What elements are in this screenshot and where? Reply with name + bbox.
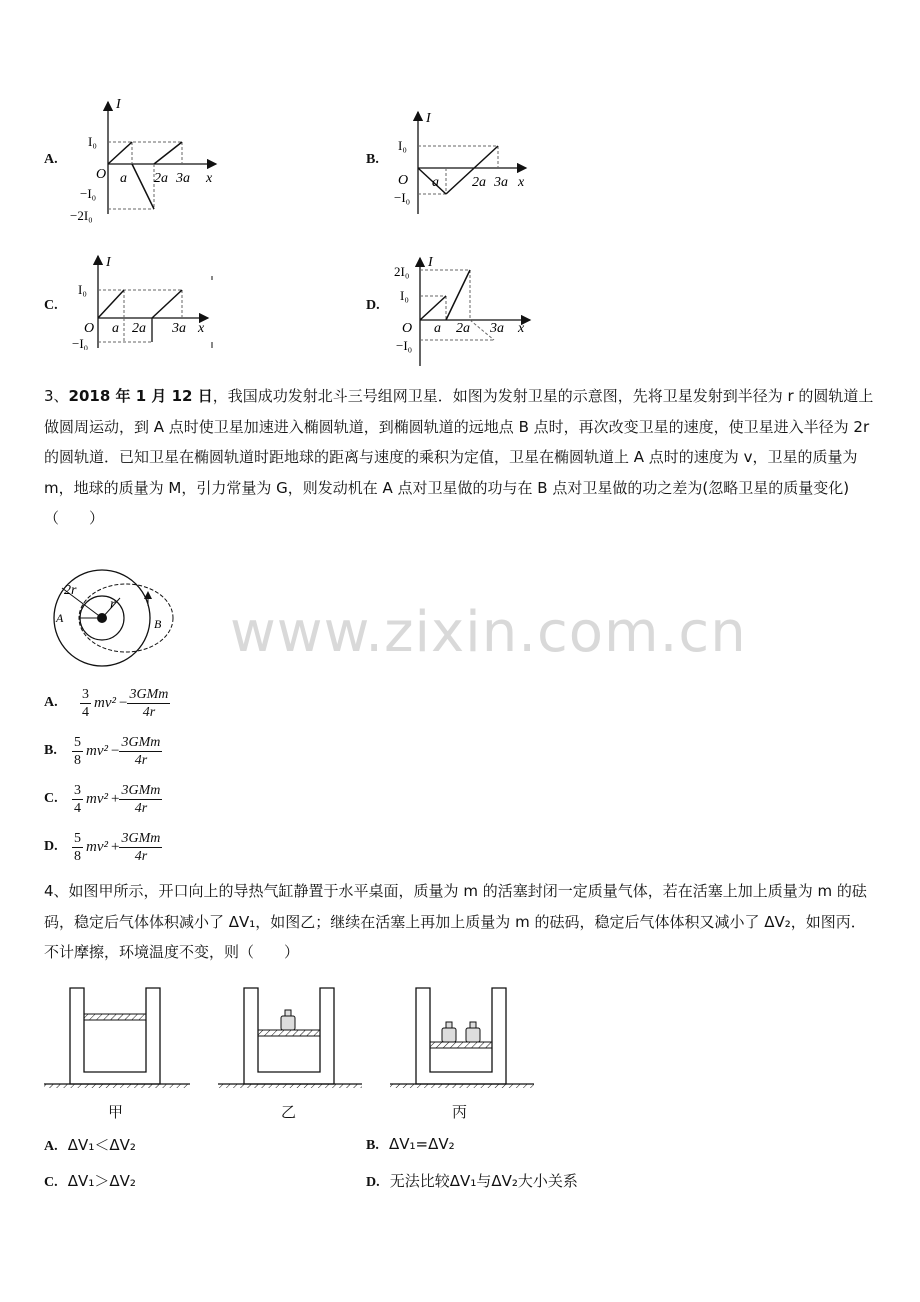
svg-text:3a: 3a bbox=[490, 321, 504, 336]
q3-date: 2018 年 1 月 12 日 bbox=[68, 387, 213, 405]
svg-text:−2I₀: −2I₀ bbox=[70, 208, 93, 223]
svg-text:O: O bbox=[84, 321, 95, 336]
svg-text:x: x bbox=[518, 175, 525, 190]
watermark: www.zixin.com.cn bbox=[230, 600, 747, 665]
q3-option-c[interactable]: C. $\frac{3}{4}$ mv² + $\frac{\text{3GMm}}{4r}$ bbox=[44, 782, 161, 816]
q3-option-d[interactable]: D. $\frac{5}{8}$ mv² + $\frac{\text{3GMm}}{4r}$ bbox=[44, 830, 161, 864]
svg-text:I₀: I₀ bbox=[400, 288, 409, 303]
q3-orbit-figure bbox=[40, 566, 180, 672]
svg-text:−I₀: −I₀ bbox=[396, 338, 413, 353]
svg-text:I₀: I₀ bbox=[88, 134, 97, 149]
svg-text:x: x bbox=[198, 321, 205, 336]
q4-option-a[interactable]: A. ΔV₁＜ΔV₂ bbox=[44, 1136, 136, 1154]
svg-text:A: A bbox=[56, 611, 64, 625]
svg-text:O: O bbox=[398, 173, 409, 188]
svg-text:I₀: I₀ bbox=[398, 138, 407, 153]
svg-text:a: a bbox=[434, 321, 441, 336]
q4-option-b[interactable]: B. ΔV₁=ΔV₂ bbox=[366, 1135, 455, 1153]
q2-option-b-label[interactable]: B. bbox=[366, 152, 379, 167]
svg-text:3a: 3a bbox=[172, 321, 186, 336]
svg-text:I: I bbox=[428, 255, 433, 270]
q2-graph-a bbox=[66, 96, 226, 226]
q4-cylinder-figures bbox=[40, 984, 580, 1090]
svg-text:−I₀: −I₀ bbox=[72, 336, 89, 350]
cylinder-bing bbox=[390, 988, 534, 1088]
q2-graph-d bbox=[390, 252, 540, 368]
q3-text: ，我国成功发射北斗三号组网卫星．如图为发射卫星的示意图，先将卫星发射到半径为 r 的圆轨道上做圆周运动，到 A 点时使卫星加速进入椭圆轨道，到椭圆轨道的远地点 B 点时，再次改变卫星的速度，使卫星进入半径为 2r 的圆轨道．已知卫星在椭圆轨道时距地球的距离与速度的乘积为定值，卫星在椭圆轨道上 A 点时的速度为 v，卫星的质量为 m，地球的质量为 M，引力常量为 G，则发动机在 A 点对卫星做的功与在 B 点对卫星做的功之差为(忽略卫星的质量变化)（ ） bbox=[44, 387, 874, 527]
svg-text:I₀: I₀ bbox=[78, 282, 87, 297]
svg-text:a: a bbox=[112, 321, 119, 336]
cylinder-jia bbox=[44, 988, 190, 1088]
q4-option-d[interactable]: D. 无法比较ΔV₁与ΔV₂大小关系 bbox=[366, 1172, 578, 1190]
svg-text:a: a bbox=[120, 171, 127, 186]
svg-text:x: x bbox=[518, 321, 525, 336]
q2-graph-b bbox=[390, 106, 540, 216]
svg-text:B: B bbox=[154, 617, 162, 631]
q4-option-c[interactable]: C. ΔV₁＞ΔV₂ bbox=[44, 1172, 136, 1190]
svg-text:−I₀: −I₀ bbox=[80, 186, 97, 201]
q2-option-d-label[interactable]: D. bbox=[366, 298, 380, 313]
svg-text:−I₀: −I₀ bbox=[394, 190, 411, 205]
svg-text:O: O bbox=[96, 167, 107, 182]
caption-yi: 乙 bbox=[281, 1103, 297, 1121]
svg-text:2a: 2a bbox=[132, 321, 146, 336]
q2-graph-c bbox=[66, 250, 216, 350]
q3-stem: 3、2018 年 1 月 12 日，我国成功发射北斗三号组网卫星．如图为发射卫星的示意图，先将卫星发射到半径为 r 的圆轨道上做圆周运动，到 A 点时使卫星加速进入椭圆轨道，到椭圆轨道的远地点 B 点时，再次改变卫星的速度，使卫星进入半径为 2r 的圆轨道．已知卫星在椭圆轨道时距地球的距离与速度的乘积为定值，卫星在椭圆轨道上 A 点时的速度为 v，卫星的质量为 m，地球的质量为 M，引力常量为 G，则发动机在 A 点对卫星做的功与在 B 点对卫星做的功之差为(忽略卫星的质量变化)（ ） bbox=[44, 387, 874, 527]
caption-bing: 丙 bbox=[452, 1103, 468, 1121]
caption-jia: 甲 bbox=[108, 1103, 124, 1121]
svg-text:I: I bbox=[426, 111, 431, 126]
svg-text:3a: 3a bbox=[494, 175, 508, 190]
q2-option-a-label[interactable]: A. bbox=[44, 152, 58, 167]
svg-text:3a: 3a bbox=[176, 171, 190, 186]
q4-stem: 4、如图甲所示，开口向上的导热气缸静置于水平桌面，质量为 m 的活塞封闭一定质量气体，若在活塞上加上质量为 m 的砝码，稳定后气体体积减小了 ΔV₁，如图乙；继续在活塞上再加上质量为 m 的砝码，稳定后气体体积又减小了 ΔV₂，如图丙．不计摩擦，环境温度不变，则（ ） bbox=[44, 882, 867, 961]
q3-option-b[interactable]: B. $\frac{5}{8}$ mv² − $\frac{\text{3GMm}}{4r}$ bbox=[44, 734, 161, 768]
svg-text:I: I bbox=[106, 255, 111, 270]
svg-text:x: x bbox=[206, 171, 213, 186]
svg-text:2r: 2r bbox=[64, 583, 77, 598]
axis-label-i: I bbox=[116, 97, 121, 112]
svg-text:a: a bbox=[432, 175, 439, 190]
svg-text:r: r bbox=[110, 597, 116, 612]
svg-text:2a: 2a bbox=[154, 171, 168, 186]
q3-option-a[interactable]: A. $\frac{3}{4}$ mv² − $\frac{\text{3GMm}}{4r}$ bbox=[44, 686, 169, 720]
q2-option-c-label[interactable]: C. bbox=[44, 298, 58, 313]
svg-text:O: O bbox=[402, 321, 413, 336]
cylinder-yi bbox=[218, 988, 362, 1088]
svg-text:2a: 2a bbox=[456, 321, 470, 336]
svg-text:2a: 2a bbox=[472, 175, 486, 190]
svg-text:2I₀: 2I₀ bbox=[394, 264, 410, 279]
